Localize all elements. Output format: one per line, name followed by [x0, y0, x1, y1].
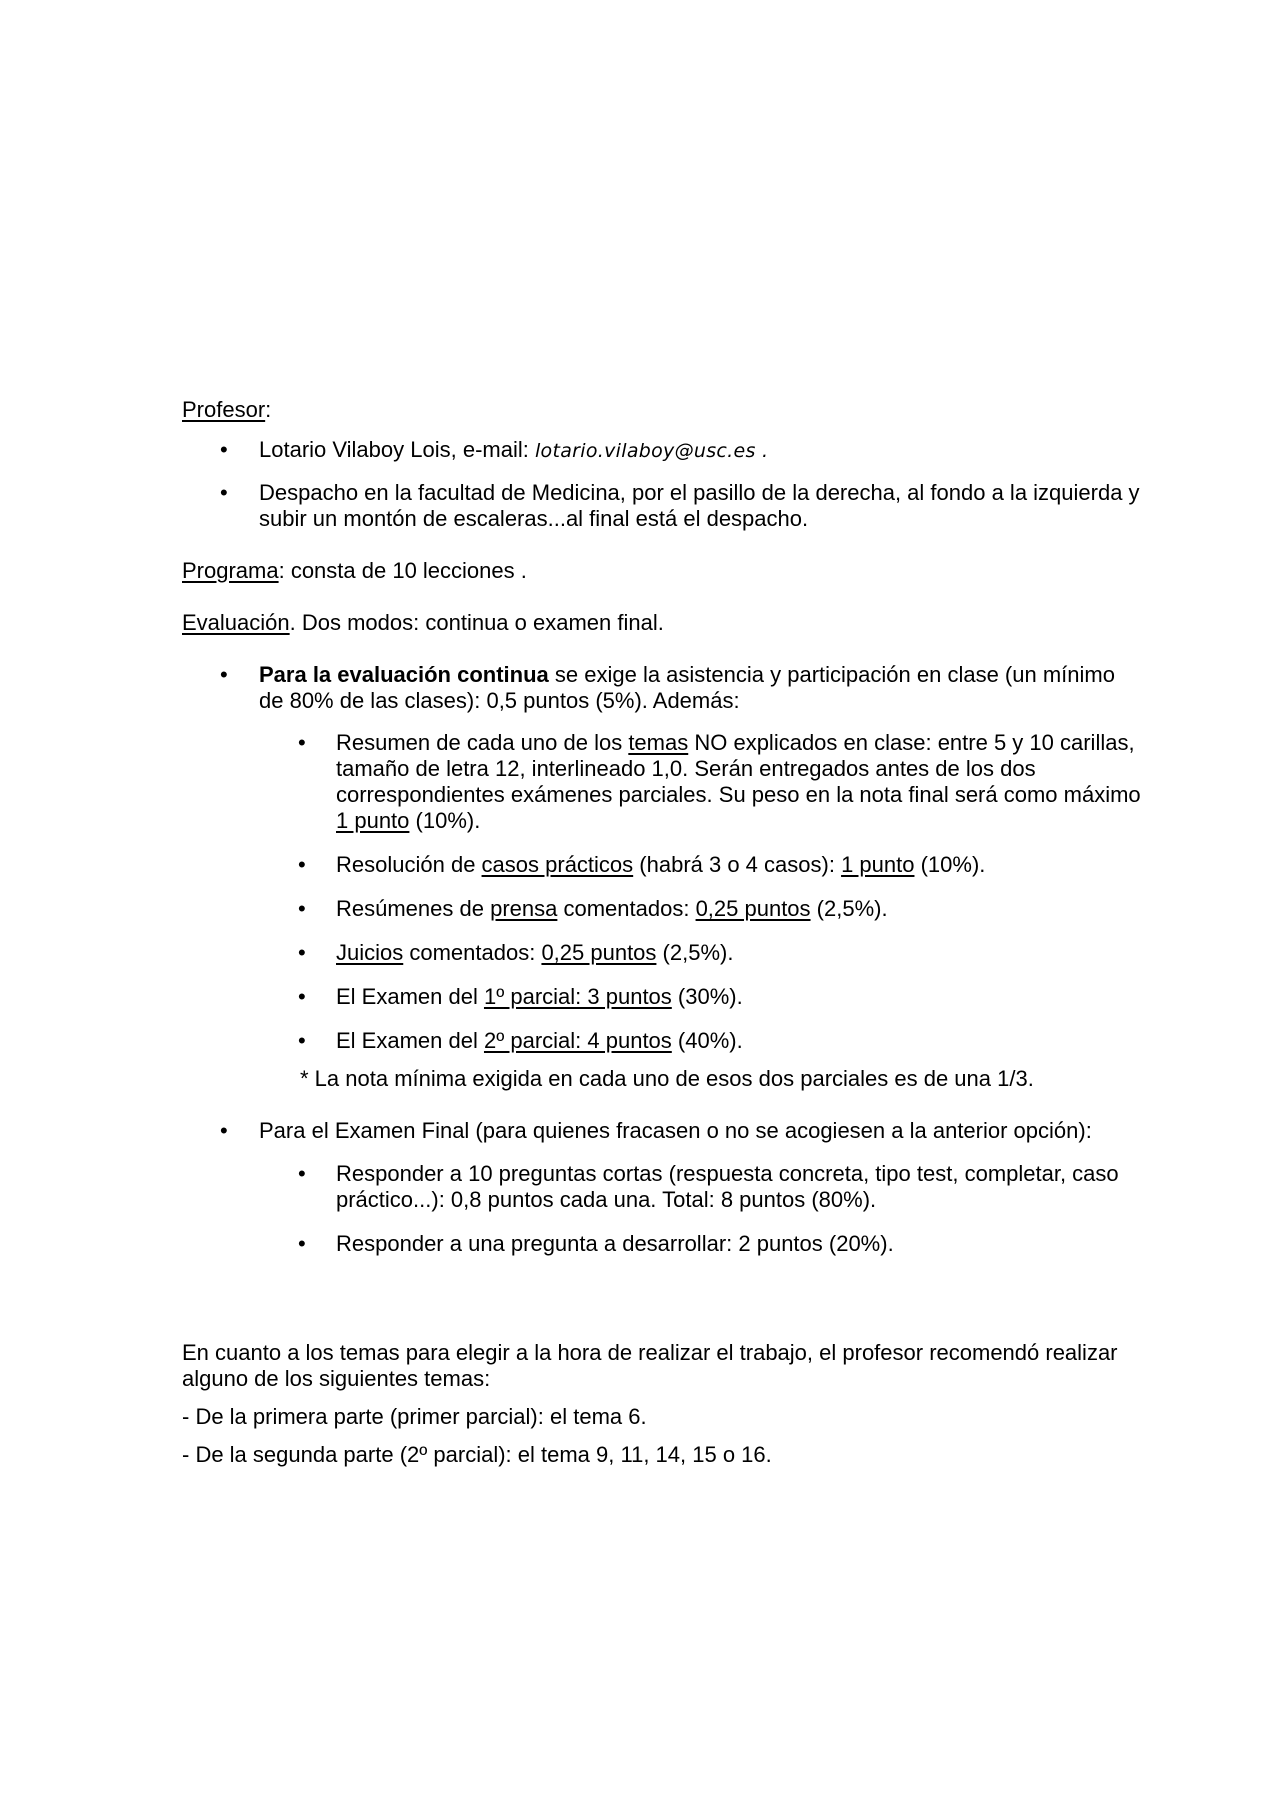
continua-subitem	[182, 896, 1142, 922]
programa-text: : consta de 10 lecciones .	[278, 558, 527, 583]
subitem-text: comentados:	[557, 896, 696, 921]
continua-sublist	[259, 730, 1142, 1054]
subitem-text: Resúmenes de	[336, 896, 491, 921]
evaluacion-continua-item	[182, 662, 1142, 1092]
subitem-underline: 2º parcial: 4 puntos	[483, 1028, 672, 1053]
temas-line-2: - De la segunda parte (2º parcial): el tema 9, 11, 14, 15 o 16.	[182, 1442, 772, 1467]
office-text: Despacho en la facultad de Medicina, por el pasillo de la derecha, al fondo a la izquierda y subir un montón de escaleras...al final está el despacho.	[259, 480, 1140, 531]
subitem-text: Resolución de	[336, 852, 482, 877]
subitem-text: (2,5%).	[656, 940, 734, 965]
evaluacion-final-item	[182, 1118, 1142, 1257]
final-subitem: • Responder a 10 preguntas cortas (respuesta concreta, tipo test, completar, caso práctico...): 0,8 puntos cada una. Total: 8 puntos (80%).	[182, 1161, 1142, 1213]
subitem-text: (10%).	[409, 808, 481, 833]
continua-bold: Para la evaluación continua	[259, 662, 549, 687]
profesor-heading: Profesor	[182, 397, 266, 422]
profesor-heading-line	[182, 397, 1142, 423]
subitem-text: (2,5%).	[810, 896, 888, 921]
subitem-underline: casos prácticos	[481, 852, 634, 877]
final-sublist	[259, 1161, 1142, 1257]
subitem-underline: prensa	[490, 896, 558, 921]
evaluacion-heading: Evaluación	[182, 610, 290, 635]
subitem-underline: 0,25 puntos	[541, 940, 657, 965]
subitem-text: NO explicados en clase: entre 5 y 10 carillas, tamaño de letra 12, interlineado 1,0. Serán entregados antes de los dos correspondientes exámenes parciales. Su peso en la nota final será como máximo	[336, 730, 1141, 807]
continua-subitem	[182, 940, 1142, 966]
profesor-colon: :	[265, 397, 272, 422]
subitem-text: El Examen del	[336, 984, 484, 1009]
temas-line-1: - De la primera parte (primer parcial): el tema 6.	[182, 1404, 647, 1429]
continua-subitem	[182, 984, 1142, 1010]
subitem-underline: temas	[628, 730, 689, 755]
temas-intro: En cuanto a los temas para elegir a la hora de realizar el trabajo, el profesor recomendó realizar alguno de los siguientes temas:	[182, 1340, 1118, 1391]
continua-text: se exige la asistencia y participación en clase (un mínimo de 80% de las clases): 0,5 puntos (5%). Además:	[259, 662, 1115, 713]
profesor-item-contact	[182, 437, 1142, 464]
subitem-text: (30%).	[671, 984, 743, 1009]
evaluacion-list	[182, 662, 1142, 1257]
continua-subitem	[182, 852, 1142, 878]
document-content	[182, 397, 1142, 1468]
subitem-text: (40%).	[671, 1028, 743, 1053]
subitem-underline: 1 punto	[336, 808, 410, 833]
subitem-underline: 1 punto	[841, 852, 915, 877]
programa-line	[182, 558, 1142, 584]
evaluacion-line	[182, 610, 1142, 636]
subitem-text: El Examen del	[336, 1028, 484, 1053]
final-paragraph: • Para el Examen Final (para quienes fracasen o no se acogiesen a la anterior opción):	[259, 1118, 1092, 1143]
evaluacion-text: . Dos modos: continua o examen final.	[289, 610, 664, 635]
continua-note: * La nota mínima exigida en cada uno de esos dos parciales es de una 1/3.	[300, 1066, 1034, 1091]
subitem-text: (10%).	[914, 852, 986, 877]
email-tail: .	[755, 440, 769, 462]
programa-heading: Programa	[182, 558, 279, 583]
subitem-underline: Juicios	[336, 940, 404, 965]
subitem-text: comentados:	[403, 940, 542, 965]
profesor-item-office	[182, 480, 1142, 532]
continua-subitem	[182, 1028, 1142, 1054]
email-address: lotario.vilaboy@usc.es	[534, 440, 756, 462]
subitem-underline: 0,25 puntos	[695, 896, 811, 921]
continua-subitem	[182, 730, 1142, 834]
subitem-text: (habrá 3 o 4 casos):	[633, 852, 842, 877]
contact-text: Lotario Vilaboy Lois, e-mail:	[259, 437, 535, 462]
subitem-text: Resumen de cada uno de los	[336, 730, 629, 755]
subitem-underline: 1º parcial: 3 puntos	[483, 984, 672, 1009]
continua-paragraph	[259, 662, 1142, 714]
final-subitem: • Responder a una pregunta a desarrollar: 2 puntos (20%).	[182, 1231, 1142, 1257]
profesor-list	[182, 437, 1142, 532]
